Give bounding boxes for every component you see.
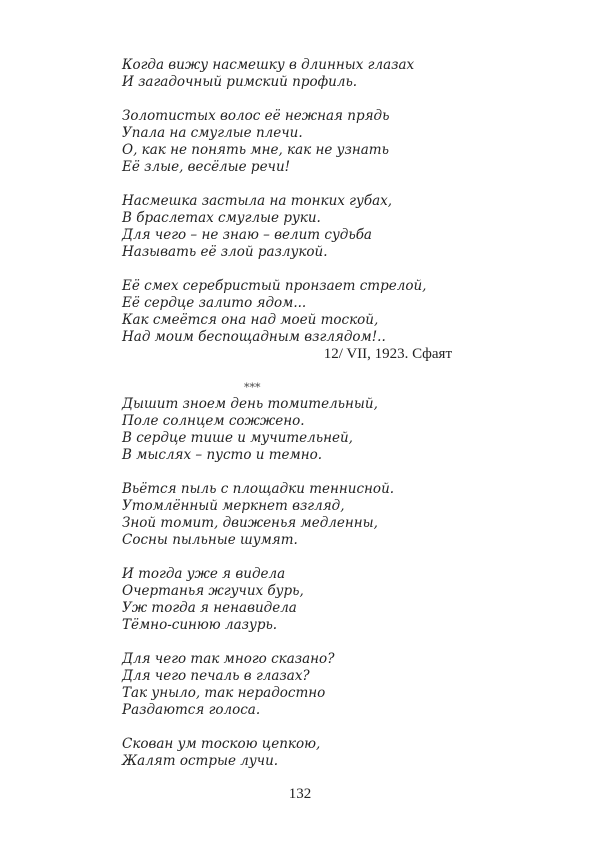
verse-line: Очертанья жгучих бурь, [122, 583, 304, 599]
verse-line: Называть её злой разлукой. [122, 244, 328, 260]
verse-line: Вьётся пыль с площадки теннисной. [122, 481, 395, 497]
verse-line: Зной томит, движенья медленны, [122, 515, 378, 531]
verse-line: Тёмно-синюю лазурь. [122, 617, 278, 633]
stanza [122, 108, 452, 176]
poem-1 [122, 57, 452, 346]
verse-line: Поле солнцем сожжено. [122, 413, 305, 429]
stanza [122, 57, 452, 91]
poem-2 [122, 396, 452, 770]
page-body [122, 57, 452, 787]
verse-line: Так уныло, так нерадостно [122, 685, 326, 701]
verse-line: Как смеётся она над моей тоской, [122, 312, 379, 328]
stanza [122, 193, 452, 261]
verse-line: И загадочный римский профиль. [122, 74, 358, 90]
verse-line: Раздаются голоса. [122, 702, 261, 718]
verse-line: В мыслях – пусто и темно. [122, 447, 323, 463]
verse-line: Насмешка застыла на тонких губах, [122, 193, 393, 209]
stanza [122, 278, 452, 346]
verse-line: В сердце тише и мучительней, [122, 430, 353, 446]
verse-line: Её сердце залито ядом... [122, 295, 307, 311]
stanza [122, 736, 452, 770]
verse-line: В браслетах смуглые руки. [122, 210, 321, 226]
verse-line: Упала на смуглые плечи. [122, 125, 303, 141]
verse-line: Над моим беспощадным взглядом!.. [122, 329, 386, 345]
poem-date: 12/ VII, 1923. Сфаят [323, 346, 452, 362]
stanza [122, 481, 452, 549]
verse-line: Для чего – не знаю – велит судьба [122, 227, 372, 243]
page-number: 132 [288, 786, 312, 802]
stanza [122, 651, 452, 719]
verse-line: Жалят острые лучи. [122, 753, 279, 769]
verse-line: Скован ум тоскою цепкою, [122, 736, 321, 752]
verse-line: Дышит зноем день томительный, [122, 396, 378, 412]
verse-line: Утомлённый меркнет взгляд, [122, 498, 345, 514]
verse-line: Сосны пыльные шумят. [122, 532, 298, 548]
stanza [122, 566, 452, 634]
verse-line: Для чего так много сказано? [122, 651, 335, 667]
verse-line: Золотистых волос её нежная прядь [122, 108, 390, 124]
verse-line: Когда вижу насмешку в длинных глазах [122, 57, 415, 73]
section-separator: *** [244, 381, 261, 394]
verse-line: Её смех серебристый пронзает стрелой, [122, 278, 427, 294]
stanza [122, 396, 452, 464]
verse-line: И тогда уже я видела [122, 566, 286, 582]
verse-line: Её злые, весёлые речи! [122, 159, 291, 175]
verse-line: Для чего печаль в глазах? [122, 668, 310, 684]
verse-line: Уж тогда я ненавидела [122, 600, 297, 616]
verse-line: О, как не понять мне, как не узнать [122, 142, 389, 158]
